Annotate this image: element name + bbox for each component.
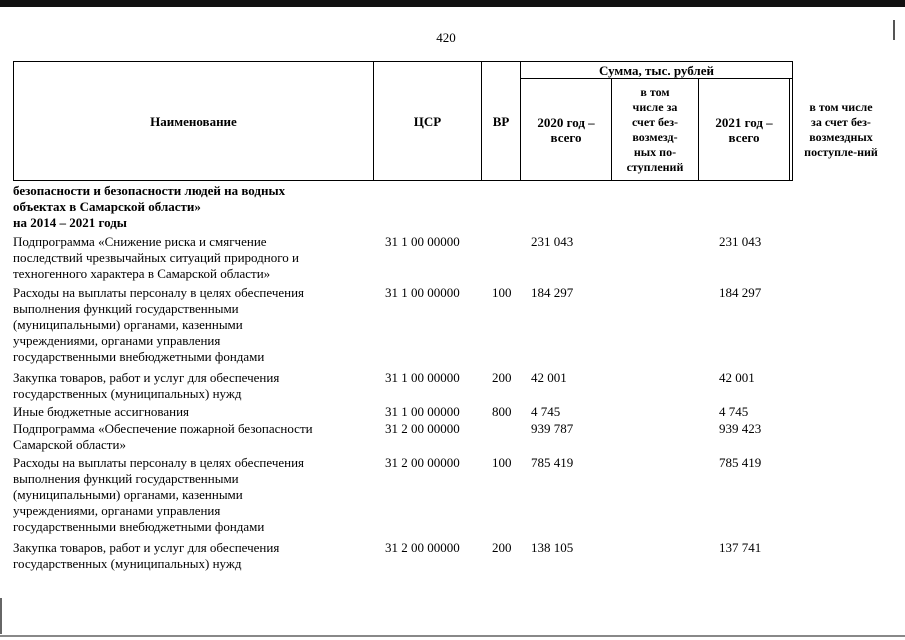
row-sum-2021: 184 297 (719, 285, 762, 300)
header-sum-group: Сумма, тыс. рублей (599, 62, 714, 78)
scan-edge-mark (0, 598, 2, 634)
row-csr: 31 1 00 00000 (385, 285, 460, 300)
row-name: Подпрограмма «Обеспечение пожарной безопасности Самарской области» (13, 421, 313, 452)
row-csr: 31 2 00 00000 (385, 455, 460, 470)
row-sum-2021: 785 419 (719, 455, 762, 470)
header-2021-gratuitous: в том числе за счет без-возмездных поступле-ний (804, 99, 878, 159)
row-vr: 100 (492, 285, 512, 300)
row-sum-2020: 4 745 (531, 404, 561, 419)
row-vr: 800 (492, 404, 512, 419)
row-csr: 31 2 00 00000 (385, 421, 460, 436)
scan-top-border (0, 0, 905, 7)
header-2021-total: 2021 год – всего (715, 114, 773, 145)
row-sum-2020: 42 001 (531, 370, 567, 385)
row-sum-2020: 785 419 (531, 455, 574, 470)
row-sum-2021: 939 423 (719, 421, 762, 436)
scan-bottom-edge (0, 635, 905, 637)
row-name: Расходы на выплаты персоналу в целях обеспечения выполнения функций государственными (муниципальными) органами, казенными учреждениями, органами управления государственными внебюджетными фондами (13, 285, 305, 364)
row-sum-2020: 231 043 (531, 234, 574, 249)
header-csr: ЦСР (413, 113, 442, 129)
row-csr: 31 1 00 00000 (385, 404, 460, 419)
row-vr: 200 (492, 370, 512, 385)
row-vr: 100 (492, 455, 512, 470)
row-name: Иные бюджетные ассигнования (13, 404, 190, 419)
row-sum-2021: 4 745 (719, 404, 749, 419)
row-sum-2020: 939 787 (531, 421, 574, 436)
row-vr: 200 (492, 540, 512, 555)
row-sum-2021: 42 001 (719, 370, 755, 385)
row-name: Закупка товаров, работ и услуг для обеспечения государственных (муниципальных) нужд (13, 370, 280, 401)
row-name: Подпрограмма «Снижение риска и смягчение последствий чрезвычайных ситуаций природного и техногенного характера в Самарской области» (13, 234, 299, 281)
header-2020-total: 2020 год – всего (537, 114, 595, 145)
row-csr: 31 1 00 00000 (385, 234, 460, 249)
row-sum-2021: 137 741 (719, 540, 762, 555)
row-sum-2020: 184 297 (531, 285, 574, 300)
row-sum-2020: 138 105 (531, 540, 574, 555)
header-name: Наименование (150, 113, 237, 129)
row-name: Расходы на выплаты персоналу в целях обеспечения выполнения функций государственными (муниципальными) органами, казенными учреждениями, органами управления государственными внебюджетными фондами (13, 455, 305, 534)
scan-edge-mark (893, 20, 895, 40)
page-number: 420 (436, 30, 456, 45)
row-csr: 31 1 00 00000 (385, 370, 460, 385)
header-2020-gratuitous: в том числе за счет без-возмезд-ных по-ступлений (626, 84, 684, 174)
row-sum-2021: 231 043 (719, 234, 762, 249)
row-name: Закупка товаров, работ и услуг для обеспечения государственных (муниципальных) нужд (13, 540, 280, 571)
header-vr: ВР (492, 113, 510, 129)
row-csr: 31 2 00 00000 (385, 540, 460, 555)
